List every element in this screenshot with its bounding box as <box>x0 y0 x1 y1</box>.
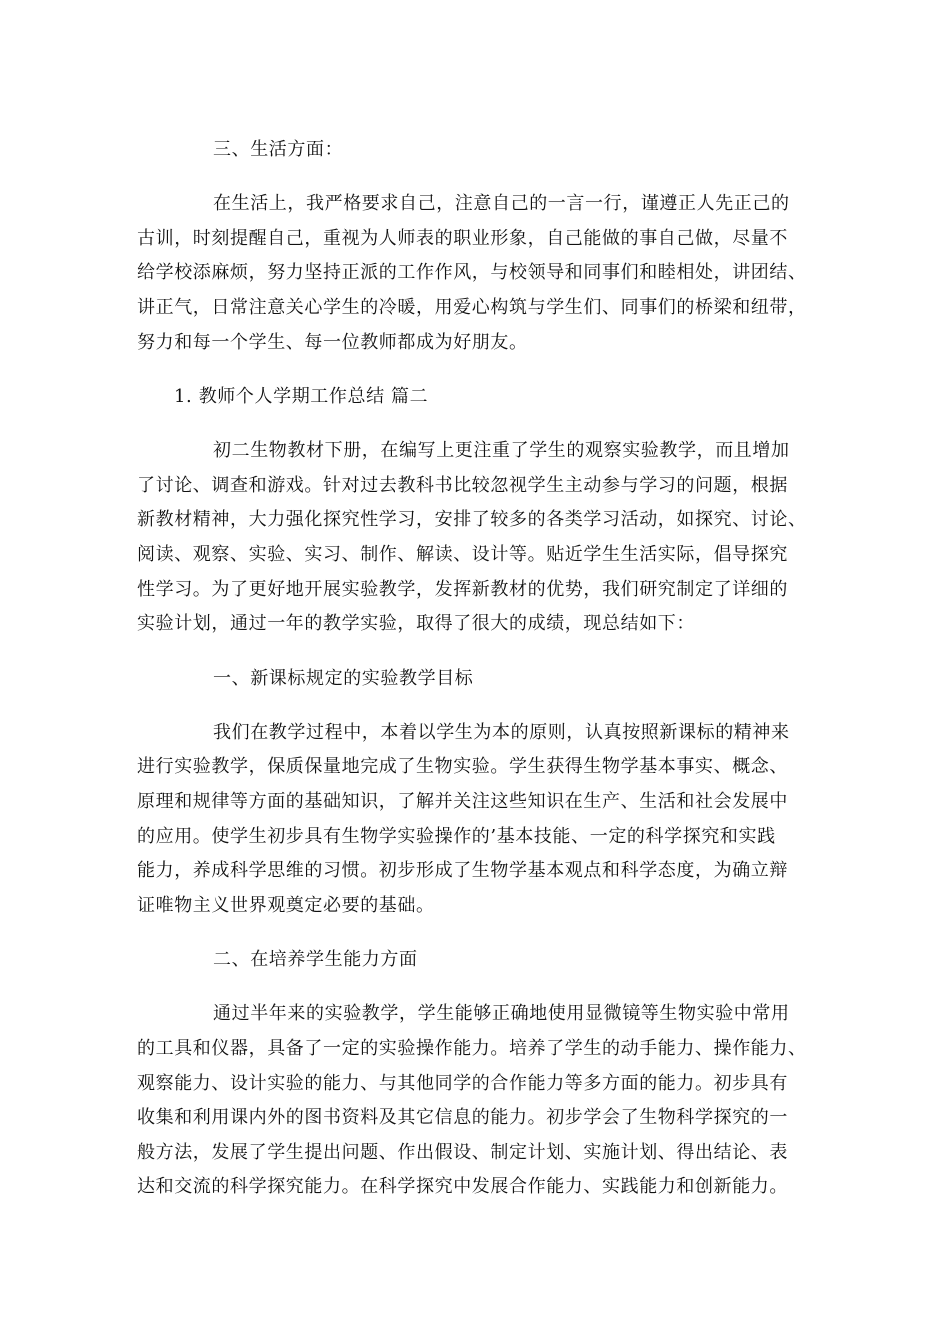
paragraph-line: 观察能力、设计实验的能力、与其他同学的合作能力等多方面的能力。初步具有 <box>137 1073 788 1094</box>
paragraph-line: 在生活上，我严格要求自己，注意自己的一言一行，谨遵正人先正己的 <box>213 193 790 214</box>
paragraph-line: 原理和规律等方面的基础知识，了解并关注这些知识在生产、生活和社会发展中 <box>137 791 788 812</box>
section-heading-life: 三、生活方面： <box>213 139 344 160</box>
paragraph-line: 通过半年来的实验教学，学生能够正确地使用显微镜等生物实验中常用 <box>213 1003 790 1024</box>
section-heading-abilities: 二、在培养学生能力方面 <box>213 949 418 970</box>
paragraph-line: 的工具和仪器，具备了一定的实验操作能力。培养了学生的动手能力、操作能力、 <box>137 1038 807 1059</box>
paragraph-line: 阅读、观察、实验、实习、制作、解读、设计等。贴近学生生活实际，倡导探究 <box>137 544 788 565</box>
paragraph-line: 进行实验教学，保质保量地完成了生物实验。学生获得生物学基本事实、概念、 <box>137 756 788 777</box>
paragraph-line: 新教材精神，大力强化探究性学习，安排了较多的各类学习活动，如探究、讨论、 <box>137 509 807 530</box>
paragraph-line: 努力和每一个学生、每一位教师都成为好朋友。 <box>137 332 528 353</box>
paragraph-line: 能力，养成科学思维的习惯。初步形成了生物学基本观点和科学态度，为确立辩 <box>137 860 788 881</box>
paragraph-line: 证唯物主义世界观奠定必要的基础。 <box>137 895 435 916</box>
paragraph-line: 般方法，发展了学生提出问题、作出假设、制定计划、实施计划、得出结论、表 <box>137 1142 788 1163</box>
paragraph-line: 实验计划，通过一年的教学实验，取得了很大的成绩，现总结如下： <box>137 613 695 634</box>
paragraph-line: 的应用。使学生初步具有生物学实验操作的’基本技能、一定的科学探究和实践 <box>137 826 776 847</box>
paragraph-line: 讲正气，日常注意关心学生的冷暖，用爱心构筑与学生们、同事们的桥梁和纽带， <box>137 297 807 318</box>
paragraph-line: 了讨论、调查和游戏。针对过去教科书比较忽视学生主动参与学习的问题，根据 <box>137 475 788 496</box>
section-heading-part-two: 1. 教师个人学期工作总结 篇二 <box>174 386 429 407</box>
section-heading-experiment-goals: 一、新课标规定的实验教学目标 <box>213 668 474 689</box>
paragraph-line: 达和交流的科学探究能力。在科学探究中发展合作能力、实践能力和创新能力。 <box>137 1176 788 1197</box>
paragraph-line: 性学习。为了更好地开展实验教学，发挥新教材的优势，我们研究制定了详细的 <box>137 579 788 600</box>
paragraph-line: 我们在教学过程中，本着以学生为本的原则，认真按照新课标的精神来 <box>213 722 790 743</box>
paragraph-line: 收集和利用课内外的图书资料及其它信息的能力。初步学会了生物科学探究的一 <box>137 1107 788 1128</box>
paragraph-line: 古训，时刻提醒自己，重视为人师表的职业形象，自己能做的事自己做，尽量不 <box>137 228 788 249</box>
paragraph-line: 初二生物教材下册，在编写上更注重了学生的观察实验教学，而且增加 <box>213 440 790 461</box>
paragraph-line: 给学校添麻烦，努力坚持正派的工作作风，与校领导和同事们和睦相处，讲团结、 <box>137 262 807 283</box>
